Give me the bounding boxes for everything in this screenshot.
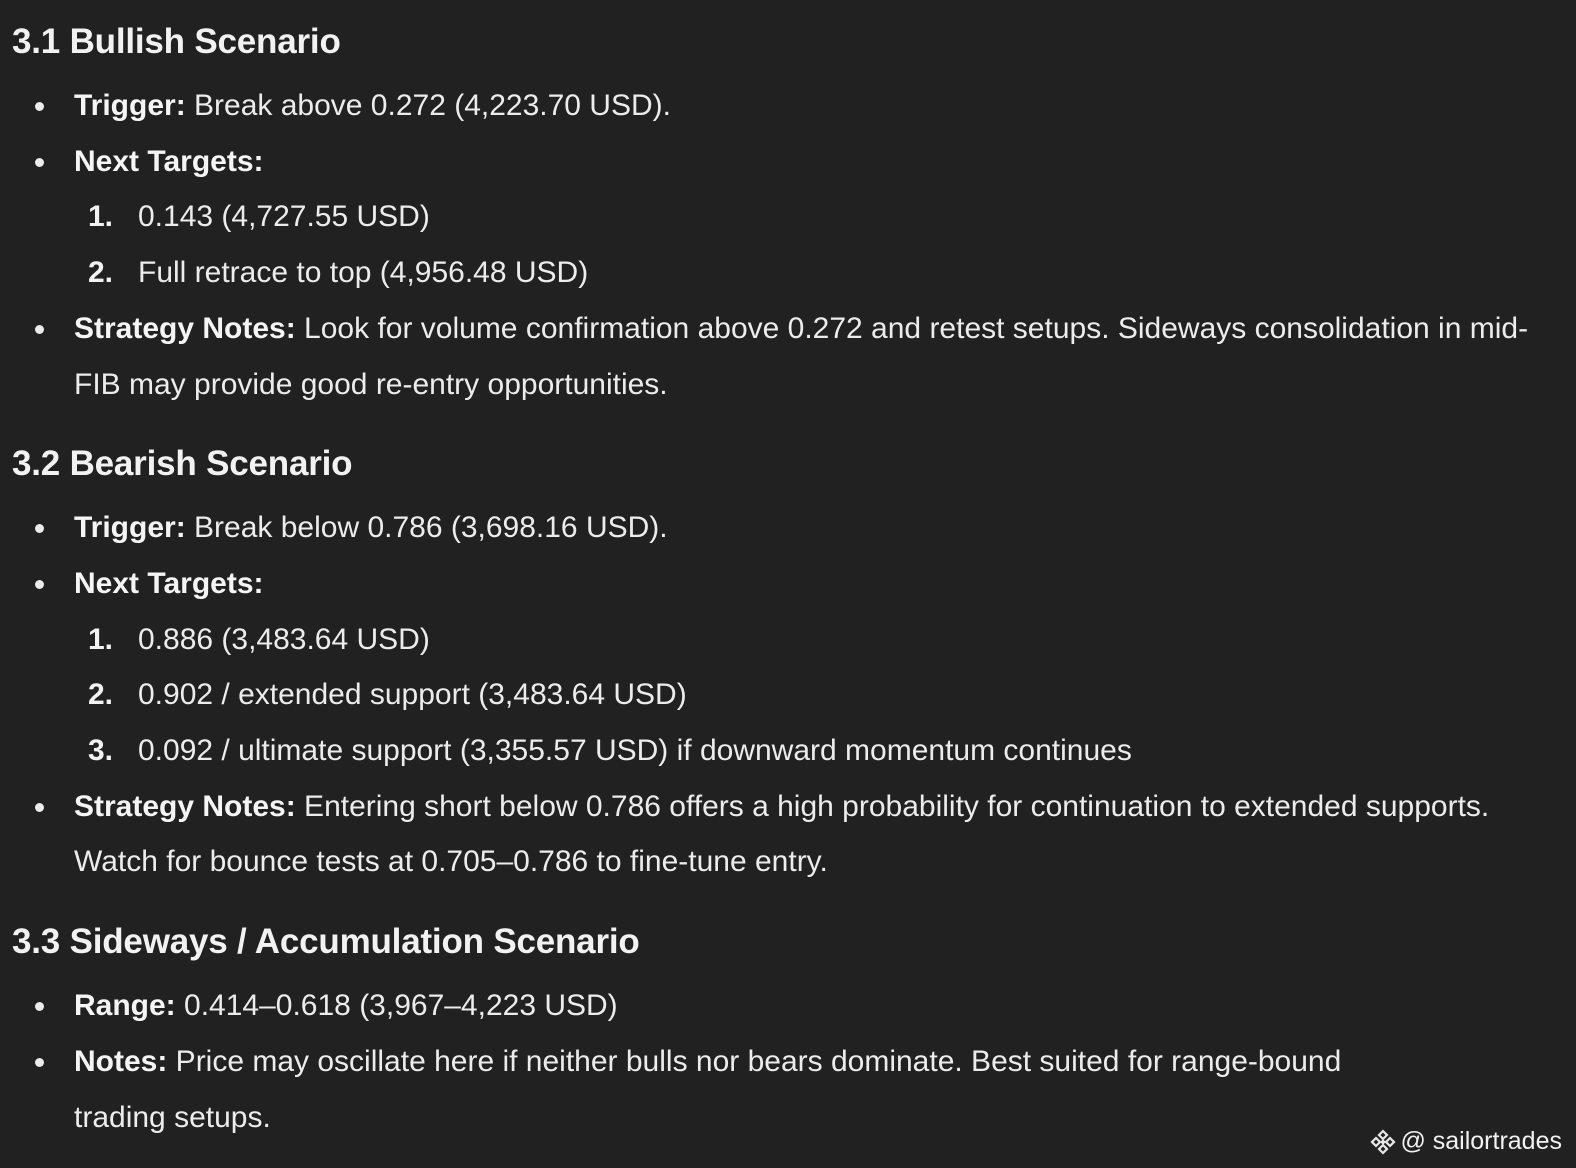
targets-label: Next Targets: (74, 144, 264, 178)
notes-text: Entering short below 0.786 offers a high probability for continuation to extended supports. Watch for bounce tests at 0.705–0.786 to fine-tune entry. (74, 789, 1490, 879)
target-number: 2. (88, 256, 114, 290)
notes-label: Notes: (74, 1044, 168, 1078)
targets-label: Next Targets: (74, 566, 264, 600)
target-text: 0.886 (3,483.64 USD) (138, 622, 430, 656)
target-item (12, 245, 1564, 301)
bullet-strategy-notes (12, 301, 1564, 412)
range-label: Range: (74, 989, 176, 1023)
notes-text: Price may oscillate here if neither bulls nor bears dominate. Best suited for range-bound trading setups. (74, 1044, 1342, 1134)
bullet-list (12, 78, 1564, 189)
target-text: 0.143 (4,727.55 USD) (138, 200, 430, 234)
bullet-list (12, 779, 1564, 890)
targets-list (12, 189, 1564, 300)
trigger-label: Trigger: (74, 89, 186, 122)
section-title: 3.2 Bearish Scenario (12, 444, 353, 484)
bullet-trigger (12, 500, 1564, 556)
bullet-range (12, 978, 1564, 1034)
target-item (12, 189, 1564, 245)
bullet-list (12, 978, 1564, 1145)
target-number: 3. (88, 734, 114, 768)
section-sideways (12, 914, 1564, 1145)
watermark-handle: @ sailortrades (1400, 1127, 1562, 1155)
target-number: 2. (88, 678, 114, 712)
target-number: 1. (88, 200, 114, 234)
target-text: 0.092 / ultimate support (3,355.57 USD) if downward momentum continues (138, 734, 1132, 768)
targets-list (12, 612, 1564, 779)
target-item (12, 723, 1564, 779)
bullet-next-targets (12, 556, 1564, 612)
range-text: 0.414–0.618 (3,967–4,223 USD) (175, 989, 618, 1023)
watermark (1370, 1127, 1562, 1156)
section-bearish (12, 436, 1564, 890)
trigger-text: Break below 0.786 (3,698.16 USD). (185, 511, 668, 545)
bullet-list (12, 500, 1564, 611)
notes-label: Strategy Notes: (74, 789, 296, 823)
target-item (12, 612, 1564, 668)
notes-text: Look for volume confirmation above 0.272 and retest setups. Sideways consolidation in mid-FIB may provide good re-entry opportunities. (74, 311, 1529, 401)
document-body (12, 14, 1564, 1145)
bullet-strategy-notes (12, 779, 1564, 890)
section-title: 3.3 Sideways / Accumulation Scenario (12, 922, 640, 962)
notes-label: Strategy Notes: (74, 311, 296, 345)
section-bullish (12, 14, 1564, 412)
target-text: Full retrace to top (4,956.48 USD) (138, 256, 589, 290)
bullet-trigger (12, 78, 1564, 134)
bullet-next-targets (12, 134, 1564, 190)
bullet-notes (12, 1034, 1564, 1145)
binance-logo-icon (1370, 1129, 1396, 1155)
bullet-list (12, 301, 1564, 412)
target-text: 0.902 / extended support (3,483.64 USD) (138, 678, 687, 712)
section-title: 3.1 Bullish Scenario (12, 22, 341, 61)
trigger-label: Trigger: (74, 511, 186, 545)
target-item (12, 667, 1564, 723)
trigger-text: Break above 0.272 (4,223.70 USD). (185, 89, 671, 122)
target-number: 1. (88, 622, 114, 656)
